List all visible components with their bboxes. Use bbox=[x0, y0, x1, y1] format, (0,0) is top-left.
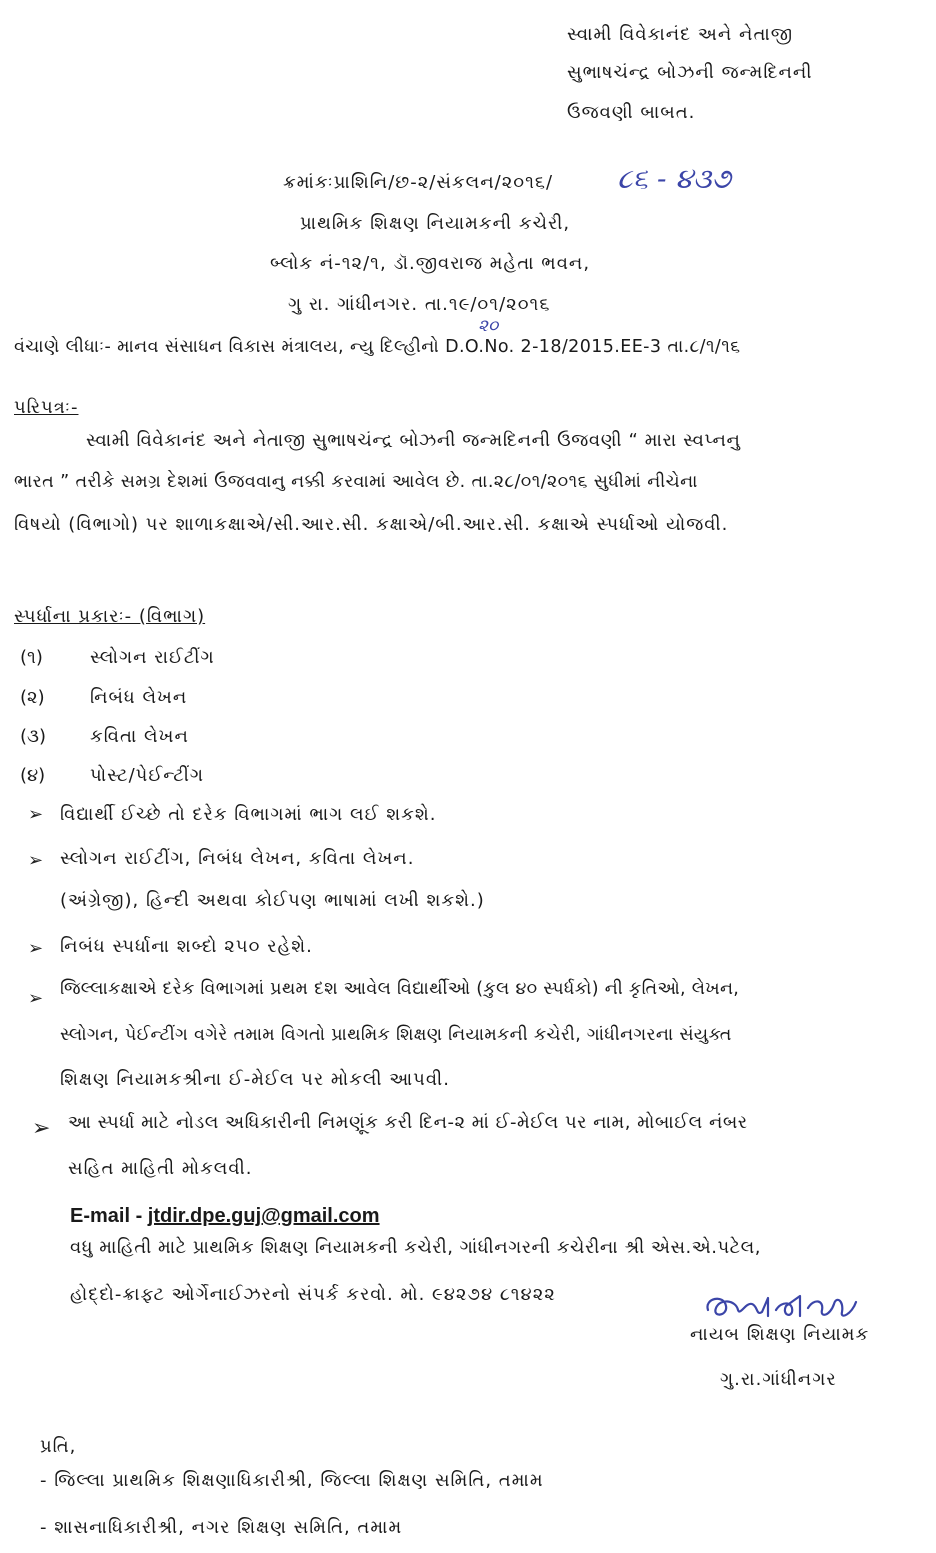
reference-read: વંચાણે લીધાઃ- માનવ સંસાધન વિકાસ મંત્રાલય, ન્યુ દિલ્હીનો D.O.No. 2-18/2015.EE-3 તા.૮/૧/૧૬ bbox=[14, 337, 741, 357]
office-address: બ્લોક નં-૧૨/૧, ડૉ.જીવરાજ મહેતા ભવન, bbox=[270, 253, 591, 274]
bullet-arrow-icon: ➢ bbox=[28, 938, 44, 959]
email-line bbox=[70, 1203, 380, 1229]
reference-number: ક્રમાંકઃપ્રાશિનિ/છ-૨/સંકલન/૨૦૧૬/ bbox=[283, 172, 554, 193]
bullet-text: સ્લોગન રાઈટીંગ, નિબંધ લેખન, કવિતા લેખન. bbox=[60, 848, 415, 869]
list-item-number: (૧) bbox=[20, 647, 43, 668]
list-item-label: નિબંધ લેખન bbox=[90, 687, 188, 708]
list-item-label: પોસ્ટ/પેઈન્ટીંગ bbox=[90, 765, 204, 786]
bullet-arrow-icon: ➢ bbox=[32, 1116, 51, 1141]
subject-line-2: સુભાષચંન્દ્ર બોઝની જન્મદિનની bbox=[567, 62, 813, 83]
list-item-label: કવિતા લેખન bbox=[90, 726, 189, 747]
subject-line-3: ઉજવણી બાબત. bbox=[567, 102, 696, 123]
distribution-item: - શાસનાધિકારીશ્રી, નગર શિક્ષણ સમિતિ, તમામ bbox=[40, 1517, 403, 1538]
list-item-number: (૪) bbox=[20, 765, 46, 786]
bullet-arrow-icon: ➢ bbox=[28, 988, 44, 1009]
email-label: E-mail - bbox=[70, 1205, 148, 1227]
bullet-arrow-icon: ➢ bbox=[28, 804, 44, 825]
bullet-text-continued: સહિત માહિતી મોકલવી. bbox=[68, 1158, 253, 1179]
signatory-place: ગુ.રા.ગાંધીનગર bbox=[720, 1369, 837, 1390]
bullet-text: જિલ્લાકક્ષાએ દરેક વિભાગમાં પ્રથમ દશ આવેલ વિદ્યાર્થીઓ (કુલ ૪૦ સ્પર્ધકો) ની કૃતિઓ, લેખન, bbox=[60, 979, 740, 999]
handwritten-ref-number: ૮૬ - ૪૩૭ bbox=[617, 162, 731, 195]
bullet-text: નિબંધ સ્પર્ધાના શબ્દો ૨૫૦ રહેશે. bbox=[60, 936, 313, 957]
handwritten-date-correction: ૨૦ bbox=[478, 316, 499, 336]
distribution-item: - જિલ્લા પ્રાથમિક શિક્ષણાધિકારીશ્રી, જિલ્લા શિક્ષણ સમિતિ, તમામ bbox=[40, 1470, 544, 1491]
competition-heading: સ્પર્ધાના પ્રકારઃ- (વિભાગ) bbox=[14, 606, 206, 627]
bullet-text-continued: સ્લોગન, પેઈન્ટીંગ વગેરે તમામ વિગતો પ્રાથમિક શિક્ષણ નિયામકની કચેરી, ગાંધીનગરના સંયુક્ત bbox=[60, 1025, 732, 1045]
bullet-arrow-icon: ➢ bbox=[28, 850, 44, 871]
bullet-text-continued: શિક્ષણ નિયામકશ્રીના ઈ-મેઈલ પર મોકલી આપવી. bbox=[60, 1069, 450, 1090]
contact-line-1: વધુ માહિતી માટે પ્રાથમિક શિક્ષણ નિયામકની કચેરી, ગાંધીનગરની કચેરીના શ્રી એસ.એ.પટેલ, bbox=[70, 1237, 761, 1258]
city-and-date: ગુ રા. ગાંધીનગર. તા.૧૯/૦૧/૨૦૧૬ bbox=[288, 294, 551, 315]
distribution-heading: પ્રતિ, bbox=[40, 1436, 77, 1457]
office-name: પ્રાથમિક શિક્ષણ નિયામકની કચેરી, bbox=[300, 213, 571, 234]
list-item-label: સ્લોગન રાઈટીંગ bbox=[90, 647, 215, 668]
list-item-number: (૩) bbox=[20, 726, 47, 747]
circular-para-line-3: વિષયો (વિભાગો) પર શાળાકક્ષાએ/સી.આર.સી. કક્ષાએ/બી.આર.સી. કક્ષાએ સ્પર્ધાઓ યોજવી. bbox=[14, 514, 729, 535]
circular-para-line-2: ભારત ” તરીકે સમગ્ર દેશમાં ઉજવવાનુ નક્કી કરવામાં આવેલ છે. તા.૨૮/૦૧/૨૦૧૬ સુધીમાં નીચેના bbox=[14, 472, 698, 492]
handwritten-signature bbox=[702, 1290, 862, 1324]
circular-para-line-1: સ્વામી વિવેકાનંદ અને નેતાજી સુભાષચંન્દ્ર બોઝની જન્મદિનની ઉજવણી “ મારા સ્વપ્નનુ bbox=[86, 430, 741, 451]
signatory-title: નાયબ શિક્ષણ નિયામક bbox=[690, 1324, 870, 1345]
bullet-text: આ સ્પર્ધા માટે નોડલ અધિકારીની નિમણૂંક કરી દિન-૨ માં ઈ-મેઈલ પર નામ, મોબાઈલ નંબર bbox=[68, 1112, 748, 1133]
contact-line-2: હોદ્દો-ક્રાફ્ટ ઓર્ગેનાઈઝરનો સંપર્ક કરવો. મો. ૯૪૨૭૪ ૮૧૪૨૨ bbox=[70, 1284, 556, 1305]
email-address-link[interactable]: jtdir.dpe.guj@gmail.com bbox=[147, 1205, 380, 1227]
circular-heading: પરિપત્રઃ- bbox=[14, 397, 79, 418]
bullet-text: વિદ્યાર્થી ઈચ્છે તો દરેક વિભાગમાં ભાગ લઈ શકશે. bbox=[60, 804, 437, 825]
list-item-number: (૨) bbox=[20, 687, 45, 708]
bullet-text-continued: (અંગ્રેજી), હિન્દી અથવા કોઈપણ ભાષામાં લખી શકશે.) bbox=[60, 890, 485, 911]
subject-line-1: સ્વામી વિવેકાનંદ અને નેતાજી bbox=[567, 24, 794, 45]
